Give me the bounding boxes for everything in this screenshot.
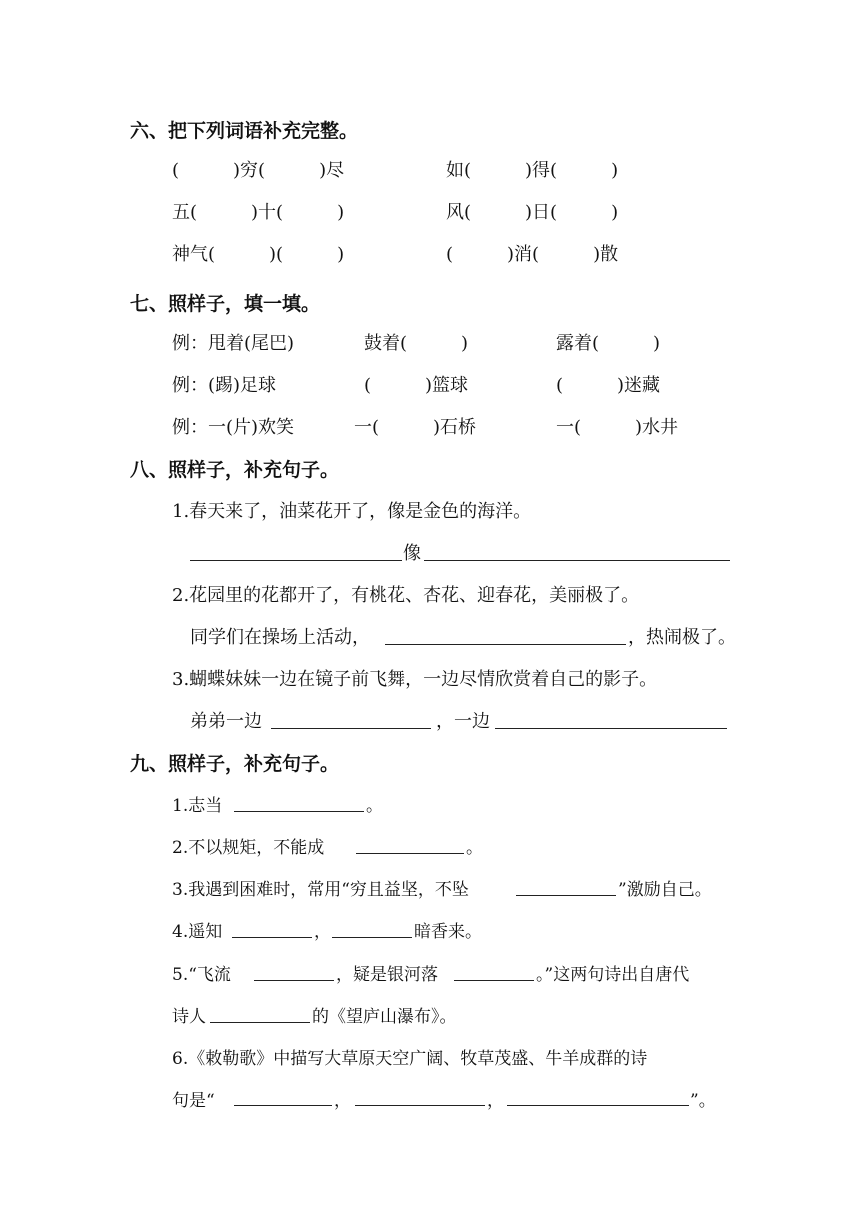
nine-q4-blank-2[interactable] — [332, 937, 412, 938]
nine-q4-mid: ， — [314, 922, 331, 942]
nine-q6b-sep1: ， — [334, 1091, 351, 1111]
nine-q4-post: 暗香来。 — [414, 922, 482, 942]
idiom-2-left: 五( )十( ) — [172, 202, 345, 223]
idiom-1-left: ( )穷( )尽 — [172, 160, 345, 181]
nine-q5-blank-2[interactable] — [454, 980, 534, 981]
eight-q1-text: 1.春天来了，油菜花开了，像是金色的海洋。 — [172, 501, 532, 522]
nine-q2-post: 。 — [466, 838, 483, 858]
eight-q1-blank-2[interactable] — [424, 560, 730, 561]
section-eight-heading: 八、照样子，补充句子。 — [130, 459, 340, 481]
nine-q5-pre: 5.“飞流 — [172, 965, 231, 985]
nine-q5-blank-1[interactable] — [254, 980, 334, 981]
eight-q2-post: ，热闹极了。 — [628, 627, 736, 648]
eight-q3-pre: 弟弟一边 — [190, 711, 262, 732]
fill-2b: ( )迷藏 — [556, 375, 661, 396]
nine-q5-mid: ，疑是银河落 — [336, 965, 438, 985]
nine-q6-blank-3[interactable] — [507, 1105, 689, 1106]
nine-q5b-pre: 诗人 — [172, 1007, 206, 1027]
example-1: 例：甩着(尾巴) — [172, 333, 295, 354]
eight-q1-blank-1[interactable] — [190, 560, 402, 561]
nine-q6b-pre: 句是“ — [172, 1091, 215, 1111]
eight-q3-mid: ，一边 — [436, 711, 490, 732]
eight-q3-blank-2[interactable] — [495, 728, 727, 729]
section-six-heading: 六、把下列词语补充完整。 — [130, 120, 359, 142]
eight-q2-pre: 同学们在操场上活动， — [190, 627, 370, 648]
section-seven-heading: 七、照样子，填一填。 — [130, 293, 321, 315]
nine-q5b-post: 的《望庐山瀑布》。 — [312, 1007, 457, 1027]
nine-q6-blank-2[interactable] — [355, 1105, 485, 1106]
nine-q4-blank-1[interactable] — [232, 937, 312, 938]
fill-1b: 露着( ) — [556, 333, 661, 354]
nine-q4-pre: 4.遥知 — [172, 922, 223, 942]
nine-q5b-blank[interactable] — [210, 1022, 310, 1023]
fill-3a: 一( )石桥 — [354, 417, 477, 438]
nine-q1-blank[interactable] — [234, 811, 364, 812]
eight-q1-mid: 像 — [403, 543, 421, 564]
fill-3b: 一( )水井 — [556, 417, 679, 438]
nine-q1-post: 。 — [366, 796, 383, 816]
nine-q5-post: 。”这两句诗出自唐代 — [536, 965, 690, 985]
nine-q1-pre: 1.志当 — [172, 796, 223, 816]
nine-q6b-sep2: ， — [487, 1091, 504, 1111]
eight-q2-text: 2.花园里的花都开了，有桃花、杏花、迎春花，美丽极了。 — [172, 585, 640, 606]
example-3: 例：一(片)欢笑 — [172, 417, 295, 438]
example-2: 例：(踢)足球 — [172, 375, 277, 396]
eight-q2-blank[interactable] — [385, 644, 626, 645]
nine-q6-text: 6.《敕勒歌》中描写大草原天空广阔、牧草茂盛、牛羊成群的诗 — [172, 1049, 648, 1069]
idiom-1-right: 如( )得( ) — [446, 160, 619, 181]
nine-q3-pre: 3.我遇到困难时，常用“穷且益坚，不坠 — [172, 880, 469, 900]
idiom-3-left: 神气( )( ) — [172, 244, 345, 265]
fill-1a: 鼓着( ) — [364, 333, 469, 354]
eight-q3-blank-1[interactable] — [271, 728, 431, 729]
nine-q2-blank[interactable] — [356, 853, 464, 854]
nine-q3-blank[interactable] — [516, 895, 616, 896]
idiom-3-right: ( )消( )散 — [446, 244, 619, 265]
idiom-2-right: 风( )日( ) — [446, 202, 619, 223]
nine-q3-post: ”激励自己。 — [618, 880, 712, 900]
nine-q2-pre: 2.不以规矩，不能成 — [172, 838, 325, 858]
section-nine-heading: 九、照样子，补充句子。 — [130, 753, 340, 775]
nine-q6b-post: ”。 — [690, 1091, 716, 1111]
fill-2a: ( )篮球 — [364, 375, 469, 396]
eight-q3-text: 3.蝴蝶妹妹一边在镜子前飞舞，一边尽情欣赏着自己的影子。 — [172, 669, 658, 690]
nine-q6-blank-1[interactable] — [234, 1105, 332, 1106]
